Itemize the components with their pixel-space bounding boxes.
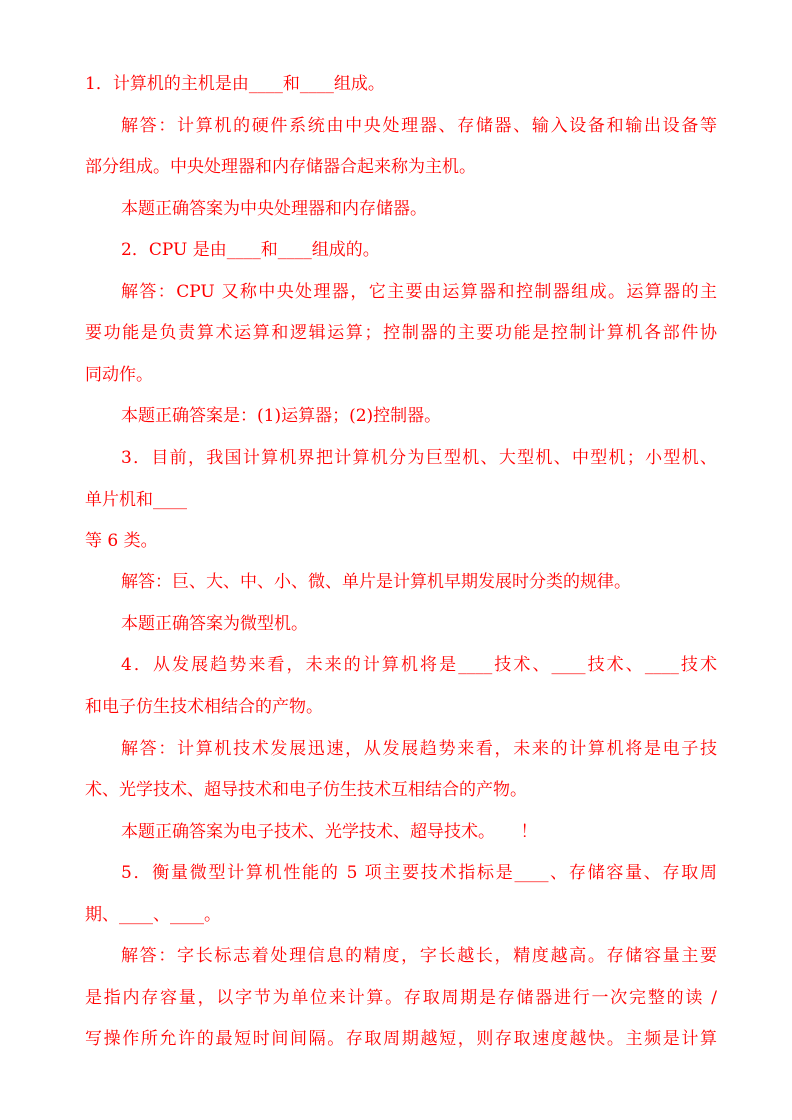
answer-2-line-3: 同动作。 <box>85 365 153 385</box>
answer-4-line-2: 术、光学技术、超导技术和电子仿生技术互相结合的产物。 <box>85 780 527 800</box>
question-4-line-2: 和电子仿生技术相结合的产物。 <box>85 697 323 717</box>
answer-5-line-3: 写操作所允许的最短时间间隔。存取周期越短，则存取速度越快。主频是计算 <box>85 1029 717 1049</box>
question-4-line-1: 4．从发展趋势来看，未来的计算机将是____技术、____技术、____技术 <box>121 655 717 675</box>
answer-2-line-1: 解答：CPU 又称中央处理器，它主要由运算器和控制器组成。运算器的主 <box>121 282 717 302</box>
answer-3: 解答：巨、大、中、小、微、单片是计算机早期发展时分类的规律。 <box>121 572 631 592</box>
question-3-line-3: 等 6 类。 <box>85 531 158 551</box>
question-3-line-2: 单片机和____ <box>85 490 187 510</box>
question-3-line-1: 3．目前，我国计算机界把计算机分为巨型机、大型机、中型机；小型机、 <box>121 448 717 468</box>
correct-answer-4: 本题正确答案为电子技术、光学技术、超导技术。 ！ <box>121 822 538 842</box>
question-1: 1．计算机的主机是由____和____组成。 <box>85 74 385 94</box>
answer-1-line-2: 部分组成。中央处理器和内存储器合起来称为主机。 <box>85 157 476 177</box>
correct-answer-1: 本题正确答案为中央处理器和内存储器。 <box>121 199 427 219</box>
correct-answer-2: 本题正确答案是：(1)运算器；(2)控制器。 <box>121 406 442 426</box>
question-5-line-1: 5．衡量微型计算机性能的 5 项主要技术指标是____、存储容量、存取周 <box>121 863 717 883</box>
answer-2-line-2: 要功能是负责算术运算和逻辑运算；控制器的主要功能是控制计算机各部件协 <box>85 323 717 343</box>
answer-5-line-2: 是指内存容量，以字节为单位来计算。存取周期是存储器进行一次完整的读 / <box>85 988 717 1008</box>
question-5-line-2: 期、____、____。 <box>85 905 221 925</box>
answer-1-line-1: 解答：计算机的硬件系统由中央处理器、存储器、输入设备和输出设备等 <box>121 116 717 136</box>
question-2: 2．CPU 是由____和____组成的。 <box>121 240 380 260</box>
answer-5-line-1: 解答：字长标志着处理信息的精度，字长越长，精度越高。存储容量主要 <box>121 946 717 966</box>
answer-4-line-1: 解答：计算机技术发展迅速，从发展趋势来看，未来的计算机将是电子技 <box>121 739 717 759</box>
correct-answer-3: 本题正确答案为微型机。 <box>121 614 308 634</box>
